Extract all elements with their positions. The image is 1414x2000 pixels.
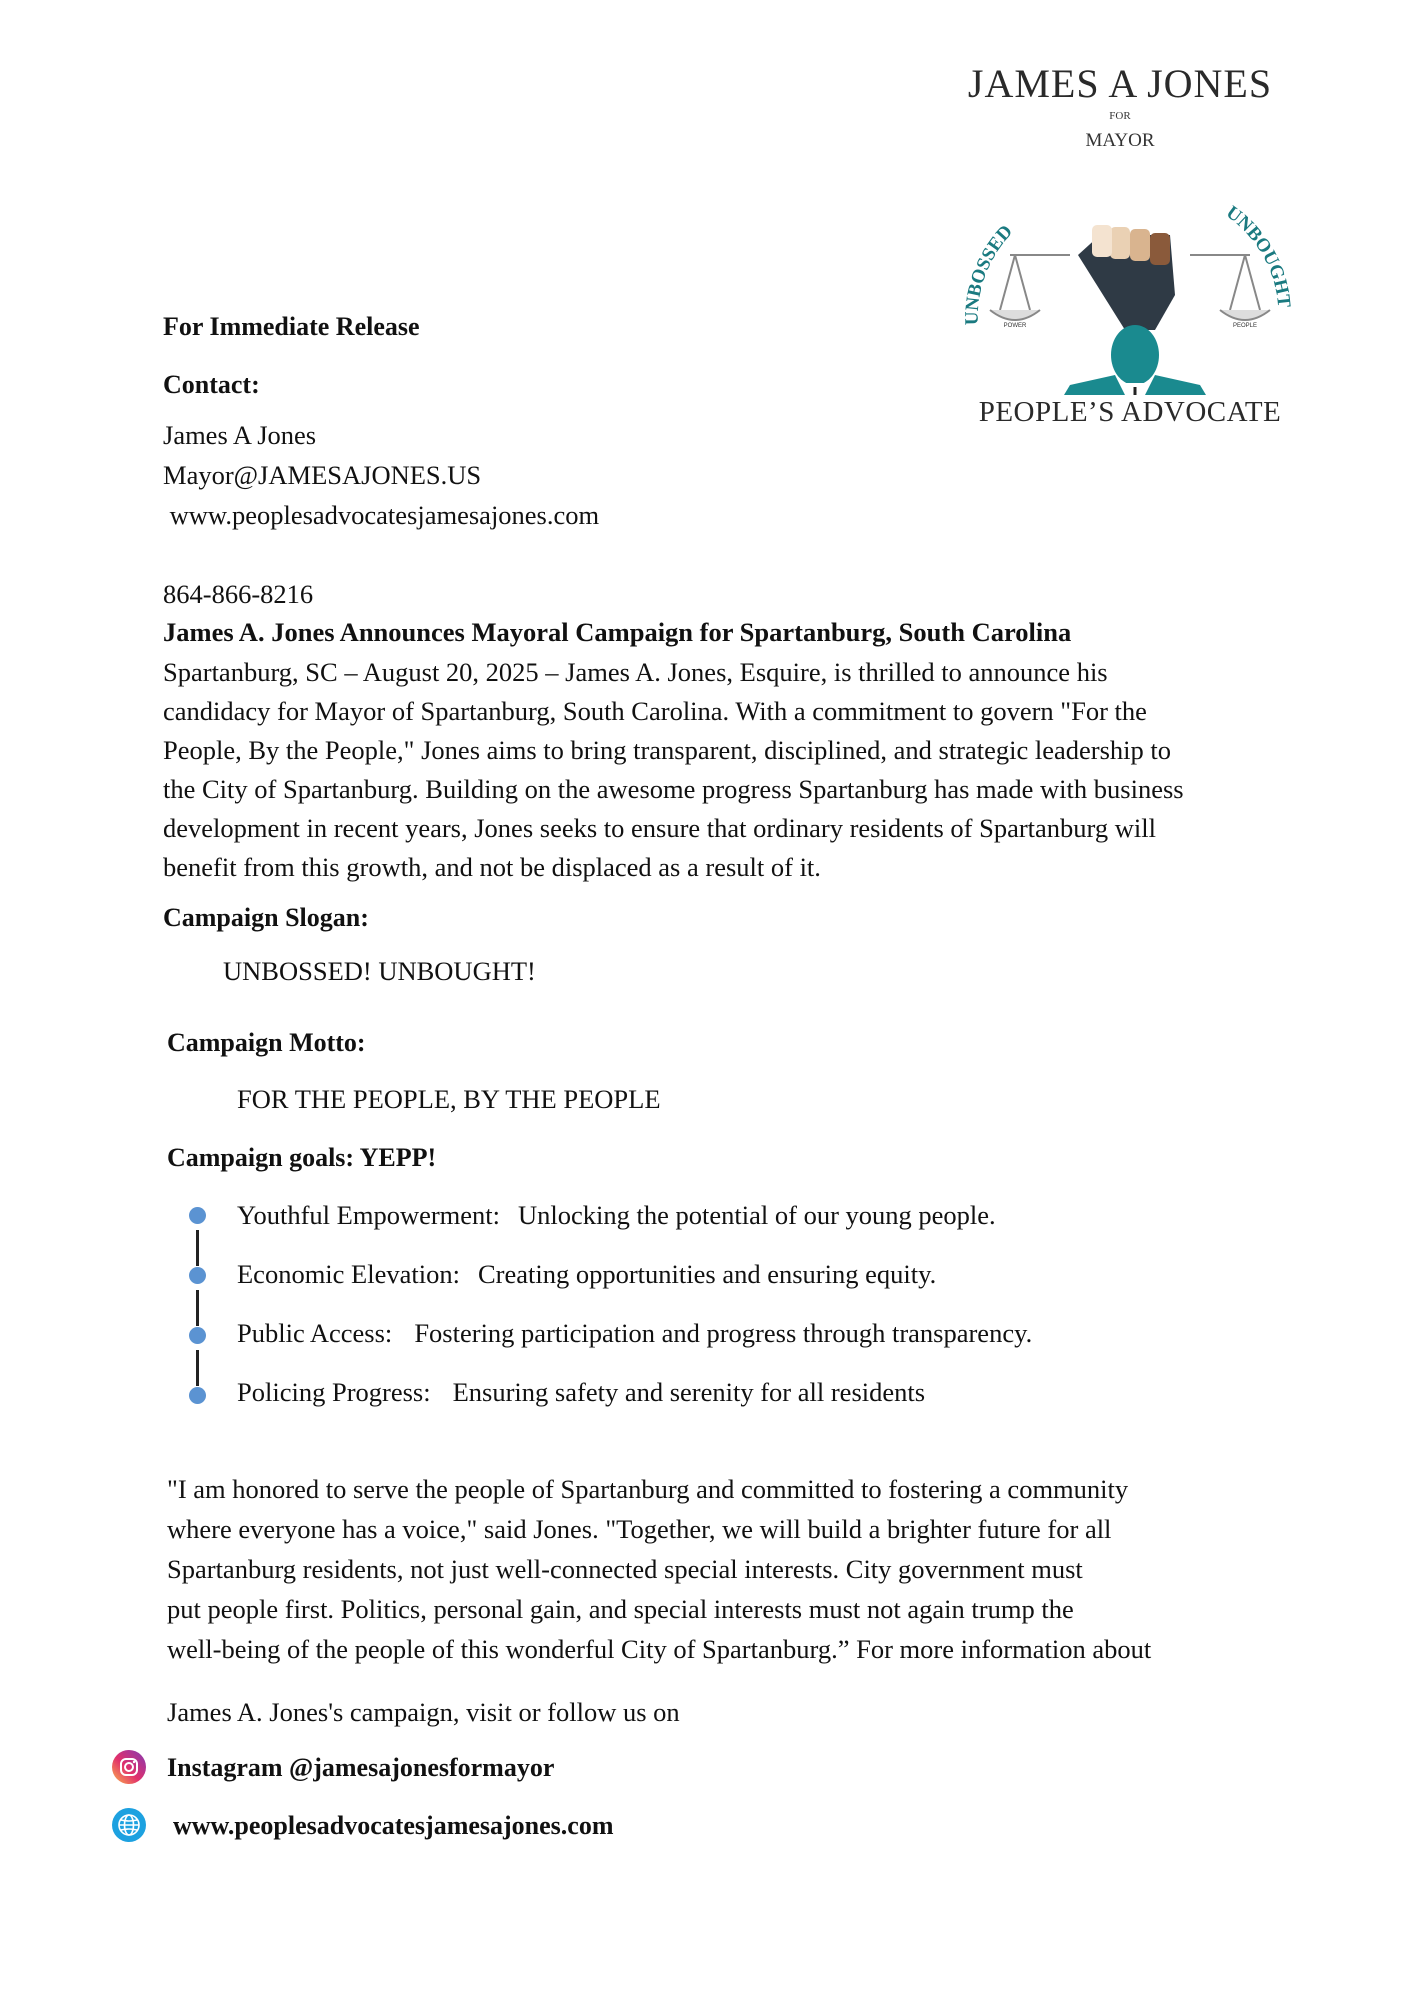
logo-emblem bbox=[960, 155, 1300, 395]
intro-line: the City of Spartanburg. Building on the awesome progress Spartanburg has made with business bbox=[163, 774, 1184, 804]
logo-mayor: MAYOR bbox=[1085, 130, 1155, 151]
campaign-logo bbox=[960, 60, 1320, 440]
goal-item bbox=[237, 1255, 936, 1294]
contact-label: Contact: bbox=[163, 370, 260, 399]
motto-value: FOR THE PEOPLE, BY THE PEOPLE bbox=[237, 1084, 661, 1114]
goal-item bbox=[237, 1314, 1032, 1353]
contact-website[interactable]: www.peoplesadvocatesjamesajones.com bbox=[163, 500, 600, 530]
motto-label: Campaign Motto: bbox=[167, 1028, 366, 1057]
goal-item bbox=[237, 1196, 996, 1235]
advocate-figure-icon bbox=[1052, 325, 1218, 395]
intro-line: Spartanburg, SC – August 20, 2025 – James A. Jones, Esquire, is thrilled to announce his bbox=[163, 657, 1108, 687]
instagram-icon[interactable] bbox=[112, 1750, 146, 1784]
intro-line: benefit from this growth, and not be displaced as a result of it. bbox=[163, 852, 821, 882]
logo-people: PEOPLE bbox=[1232, 323, 1258, 329]
goal-name: Youthful Empowerment: bbox=[237, 1200, 501, 1230]
intro-line: candidacy for Mayor of Spartanburg, South Carolina. With a commitment to govern "For the bbox=[163, 696, 1147, 726]
timeline-dot-icon bbox=[189, 1267, 206, 1284]
quote-line: where everyone has a voice," said Jones. "Together, we will build a brighter future for all bbox=[167, 1514, 1112, 1544]
goal-item bbox=[237, 1373, 925, 1412]
slogan-label: Campaign Slogan: bbox=[163, 903, 369, 932]
logo-power: POWER bbox=[1003, 323, 1027, 329]
goal-desc: Fostering participation and progress through transparency. bbox=[414, 1318, 1033, 1348]
follow-line: James A. Jones's campaign, visit or follow us on bbox=[167, 1697, 680, 1727]
quote-paragraph bbox=[167, 1469, 1151, 1669]
slogan-value: UNBOSSED! UNBOUGHT! bbox=[223, 956, 536, 986]
timeline-connector bbox=[196, 1230, 199, 1266]
intro-line: development in recent years, Jones seeks to ensure that ordinary residents of Spartanburg will bbox=[163, 813, 1156, 843]
intro-line: People, By the People," Jones aims to bring transparent, disciplined, and strategic leadership to bbox=[163, 735, 1172, 765]
goal-name: Public Access: bbox=[237, 1318, 393, 1348]
goals-label: Campaign goals: YEPP! bbox=[167, 1143, 437, 1172]
timeline-dot-icon bbox=[189, 1327, 206, 1344]
contact-email[interactable]: Mayor@JAMESAJONES.US bbox=[163, 460, 482, 490]
svg-text:UNBOSSED bbox=[962, 221, 1017, 325]
goal-desc: Unlocking the potential of our young people. bbox=[518, 1200, 996, 1230]
intro-paragraph bbox=[163, 653, 1184, 887]
goal-desc: Ensuring safety and serenity for all residents bbox=[452, 1377, 926, 1407]
timeline-dot-icon bbox=[189, 1207, 206, 1224]
quote-line: well-being of the people of this wonderful City of Spartanburg.” For more information about bbox=[167, 1634, 1152, 1664]
contact-phone: 864-866-8216 bbox=[163, 579, 314, 609]
scale-left-icon bbox=[990, 255, 1070, 320]
logo-tagline: PEOPLE’S ADVOCATE bbox=[978, 396, 1282, 428]
quote-line: put people first. Politics, personal gain, and special interests must not again trump the bbox=[167, 1594, 1074, 1624]
goal-name: Economic Elevation: bbox=[237, 1259, 460, 1289]
instagram-handle[interactable]: Instagram @jamesajonesformayor bbox=[167, 1753, 555, 1782]
logo-unbought: UNBOUGHT bbox=[1222, 202, 1295, 309]
quote-line: Spartanburg residents, not just well-connected special interests. City government must bbox=[167, 1554, 1083, 1584]
release-label: For Immediate Release bbox=[163, 312, 420, 341]
globe-icon[interactable] bbox=[112, 1808, 146, 1842]
contact-name: James A Jones bbox=[163, 420, 317, 450]
timeline-connector bbox=[196, 1350, 199, 1386]
scale-right-icon bbox=[1190, 255, 1270, 320]
goal-name: Policing Progress: bbox=[237, 1377, 431, 1407]
logo-unbossed: UNBOSSED bbox=[961, 221, 1017, 326]
timeline-connector bbox=[196, 1290, 199, 1326]
timeline-dot-icon bbox=[189, 1387, 206, 1404]
logo-title: JAMES A JONES bbox=[967, 61, 1273, 106]
headline: James A. Jones Announces Mayoral Campaign for Spartanburg, South Carolina bbox=[163, 617, 1072, 647]
logo-for: FOR bbox=[1109, 110, 1131, 122]
quote-line: "I am honored to serve the people of Spartanburg and committed to fostering a community bbox=[167, 1474, 1129, 1504]
raised-fist-icon bbox=[1078, 225, 1175, 330]
goal-desc: Creating opportunities and ensuring equity. bbox=[477, 1259, 937, 1289]
website-link[interactable]: www.peoplesadvocatesjamesajones.com bbox=[173, 1811, 614, 1840]
